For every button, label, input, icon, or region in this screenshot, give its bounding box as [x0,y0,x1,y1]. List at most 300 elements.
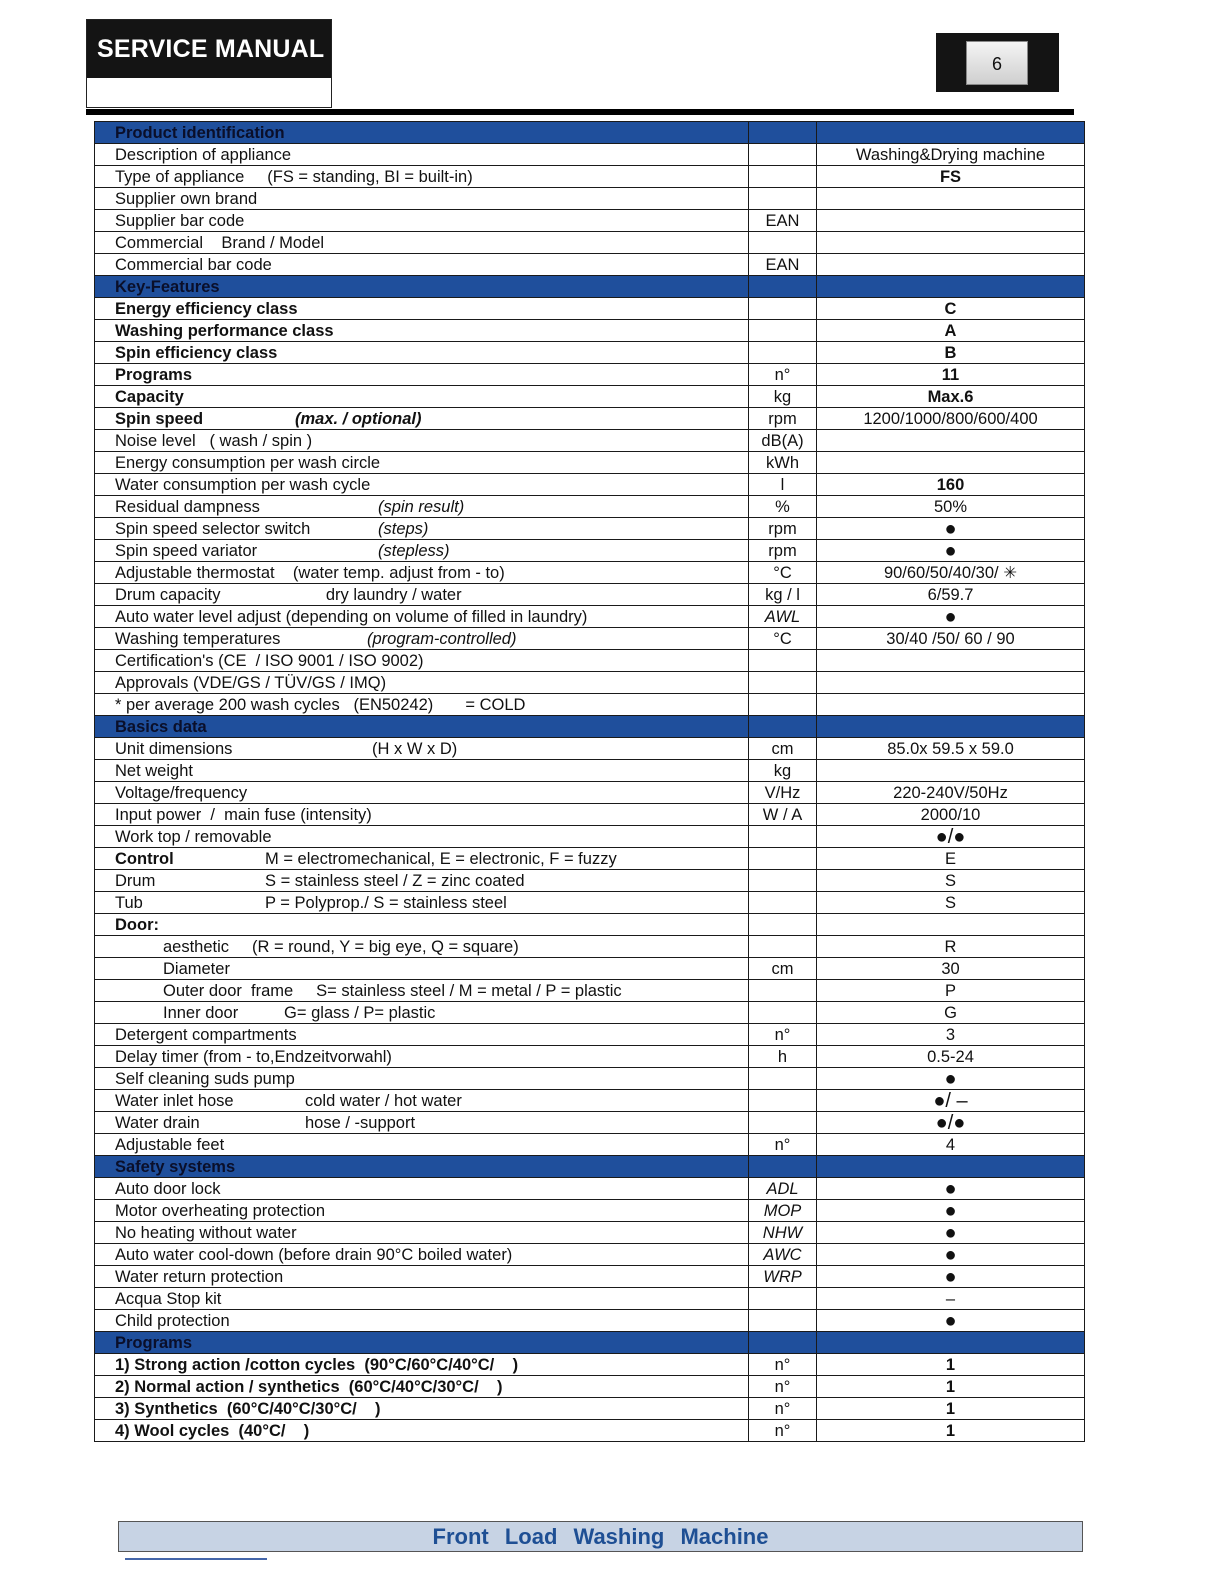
spec-unit: kWh [749,452,817,474]
spec-unit [749,1090,817,1112]
spec-unit [749,892,817,914]
spec-unit [749,232,817,254]
spec-label: Voltage/frequency [115,783,248,802]
spec-label: Unit dimensions [115,739,233,758]
spec-unit: % [749,496,817,518]
spec-label: Water inlet hose [115,1091,234,1110]
spec-value [817,1332,1085,1354]
spec-unit: dB(A) [749,430,817,452]
spec-label: Control [115,849,174,868]
spec-row [95,254,1085,276]
spec-label: Water return protection [115,1267,284,1286]
section-title [95,276,749,298]
spec-label-cell [95,496,749,518]
spec-table-body [95,122,1085,1442]
spec-row [95,408,1085,430]
spec-row [95,1310,1085,1332]
spec-value [817,650,1085,672]
spec-label: 1) Strong action /cotton cycles (90°C/60°C/40°C/ ) [115,1355,519,1374]
spec-label-cell [95,936,749,958]
spec-row [95,1200,1085,1222]
spec-label: Inner door G= glass / P= plastic [163,1003,436,1022]
spec-label: Detergent compartments [115,1025,297,1044]
spec-value: ● [817,1310,1085,1332]
spec-label-cell [95,144,749,166]
spec-label: Tub [115,893,143,912]
spec-value [817,452,1085,474]
spec-row [95,958,1085,980]
spec-value [817,188,1085,210]
spec-value: 90/60/50/40/30/ ✳ [817,562,1085,584]
footer-underline [125,1558,267,1560]
spec-value: 50% [817,496,1085,518]
spec-value: E [817,848,1085,870]
spec-label: 4) Wool cycles (40°C/ ) [115,1421,310,1440]
spec-row [95,584,1085,606]
spec-label: Input power / main fuse (intensity) [115,805,372,824]
spec-label: Commercial bar code [115,255,272,274]
spec-unit [749,870,817,892]
spec-unit: n° [749,1376,817,1398]
spec-unit [749,1310,817,1332]
section-row [95,122,1085,144]
spec-row [95,848,1085,870]
spec-label-cell [95,1024,749,1046]
spec-unit: kg [749,760,817,782]
spec-label: Programs [115,365,193,384]
spec-note: (max. / optional) [295,410,422,428]
section-row [95,1156,1085,1178]
spec-label: * per average 200 wash cycles (EN50242) = COLD [115,695,526,714]
spec-label-cell [95,320,749,342]
spec-unit: n° [749,364,817,386]
spec-note: S = stainless steel / Z = zinc coated [265,872,525,890]
spec-unit [749,144,817,166]
spec-row [95,694,1085,716]
spec-unit: MOP [749,1200,817,1222]
spec-row [95,1398,1085,1420]
spec-row [95,518,1085,540]
spec-row [95,1288,1085,1310]
spec-row [95,782,1085,804]
spec-value: 4 [817,1134,1085,1156]
spec-label: Acqua Stop kit [115,1289,222,1308]
spec-label-cell [95,694,749,716]
spec-value: 3 [817,1024,1085,1046]
spec-label-cell [95,672,749,694]
section-row [95,276,1085,298]
spec-unit [749,1288,817,1310]
spec-value: G [817,1002,1085,1024]
spec-note: hose / -support [305,1114,416,1132]
spec-label: Water consumption per wash cycle [115,475,371,494]
spec-row [95,1090,1085,1112]
spec-label-cell [95,1222,749,1244]
spec-unit: W / A [749,804,817,826]
header-rule [86,109,1074,115]
spec-label: Type of appliance (FS = standing, BI = built-in) [115,167,473,186]
spec-label: Spin speed variator [115,541,258,560]
spec-row [95,738,1085,760]
spec-row [95,1376,1085,1398]
spec-unit [749,1068,817,1090]
spec-label-cell [95,1068,749,1090]
spec-value: S [817,870,1085,892]
spec-row [95,1112,1085,1134]
spec-label: Adjustable feet [115,1135,225,1154]
spec-row [95,496,1085,518]
spec-value [817,716,1085,738]
spec-row [95,870,1085,892]
spec-row [95,364,1085,386]
spec-value [817,672,1085,694]
spec-note: (stepless) [378,542,450,560]
spec-value: P [817,980,1085,1002]
spec-value [817,254,1085,276]
spec-label: Drum capacity dry laundry / water [115,585,462,604]
spec-value: 85.0x 59.5 x 59.0 [817,738,1085,760]
spec-label: 3) Synthetics (60°C/40°C/30°C/ ) [115,1399,381,1418]
spec-value: 30 [817,958,1085,980]
page-number-box [936,33,1059,92]
footer-banner: Front Load Washing Machine [118,1521,1083,1552]
spec-note: (program-controlled) [367,630,517,648]
spec-unit: n° [749,1420,817,1442]
spec-unit: kg [749,386,817,408]
spec-label-cell [95,1112,749,1134]
spec-row [95,980,1085,1002]
spec-value: ● [817,1200,1085,1222]
spec-row [95,892,1085,914]
spec-value: 30/40 /50/ 60 / 90 [817,628,1085,650]
spec-label-cell [95,1134,749,1156]
spec-label: Washing performance class [115,321,334,340]
spec-table [94,121,1085,1442]
spec-unit: °C [749,628,817,650]
spec-label-cell [95,1398,749,1420]
spec-unit: EAN [749,254,817,276]
spec-unit [749,826,817,848]
spec-value: – [817,1288,1085,1310]
spec-value: Max.6 [817,386,1085,408]
spec-value: ● [817,518,1085,540]
spec-label-cell [95,804,749,826]
spec-unit [749,1112,817,1134]
spec-row [95,1178,1085,1200]
spec-value: ● [817,1266,1085,1288]
spec-unit [749,342,817,364]
spec-unit [749,320,817,342]
spec-unit: rpm [749,518,817,540]
spec-value [817,122,1085,144]
spec-row [95,914,1085,936]
spec-row [95,1244,1085,1266]
spec-label: Outer door frame S= stainless steel / M = metal / P = plastic [163,981,622,1000]
spec-row [95,1222,1085,1244]
spec-row [95,188,1085,210]
spec-value [817,694,1085,716]
spec-label: Spin efficiency class [115,343,278,362]
spec-value: ● [817,1222,1085,1244]
manual-title: SERVICE MANUAL [87,20,331,78]
spec-label: Residual dampness [115,497,260,516]
section-title [95,716,749,738]
spec-value: 1 [817,1354,1085,1376]
spec-label: Child protection [115,1311,230,1330]
spec-unit: h [749,1046,817,1068]
spec-unit: n° [749,1024,817,1046]
spec-value: ● [817,1244,1085,1266]
spec-label-cell [95,540,749,562]
spec-label-cell [95,826,749,848]
spec-unit [749,650,817,672]
spec-unit: n° [749,1398,817,1420]
spec-label-cell [95,408,749,430]
spec-label-cell [95,188,749,210]
spec-row [95,650,1085,672]
spec-label: Washing temperatures [115,629,281,648]
spec-label-cell [95,606,749,628]
spec-unit: rpm [749,408,817,430]
spec-unit: AWL [749,606,817,628]
spec-label-cell [95,1046,749,1068]
spec-label: Water drain [115,1113,200,1132]
spec-label-cell [95,342,749,364]
spec-value: 220-240V/50Hz [817,782,1085,804]
section-label: Key-Features [115,277,220,296]
spec-row [95,1354,1085,1376]
spec-label: Work top / removable [115,827,272,846]
spec-label: Description of appliance [115,145,292,164]
spec-unit: rpm [749,540,817,562]
spec-unit: kg / l [749,584,817,606]
header-title-box [86,19,332,108]
spec-value: ● [817,606,1085,628]
spec-unit [749,122,817,144]
spec-label: Auto door lock [115,1179,221,1198]
spec-label: Door: [115,915,159,934]
spec-row [95,804,1085,826]
spec-label-cell [95,914,749,936]
spec-value: C [817,298,1085,320]
spec-unit [749,298,817,320]
spec-label: 2) Normal action / synthetics (60°C/40°C/30°C/ ) [115,1377,503,1396]
spec-row [95,166,1085,188]
spec-value [817,210,1085,232]
spec-value: 1 [817,1420,1085,1442]
spec-row [95,936,1085,958]
spec-unit: V/Hz [749,782,817,804]
spec-value: FS [817,166,1085,188]
spec-label-cell [95,1310,749,1332]
spec-unit [749,1332,817,1354]
spec-label-cell [95,1266,749,1288]
spec-label-cell [95,386,749,408]
spec-label-cell [95,364,749,386]
spec-label-cell [95,782,749,804]
spec-label-cell [95,1200,749,1222]
spec-label-cell [95,254,749,276]
spec-unit: ADL [749,1178,817,1200]
spec-row [95,562,1085,584]
spec-label: Approvals (VDE/GS / TÜV/GS / IMQ) [115,673,387,692]
spec-value: 0.5-24 [817,1046,1085,1068]
spec-unit [749,848,817,870]
section-title [95,122,749,144]
spec-label: Spin speed selector switch [115,519,311,538]
spec-label-cell [95,958,749,980]
spec-value: R [817,936,1085,958]
spec-row [95,144,1085,166]
spec-value: Washing&Drying machine [817,144,1085,166]
spec-value: A [817,320,1085,342]
spec-value: 2000/10 [817,804,1085,826]
spec-label-cell [95,1002,749,1024]
spec-label-cell [95,1244,749,1266]
spec-unit: cm [749,738,817,760]
spec-label-cell [95,1090,749,1112]
spec-unit: AWC [749,1244,817,1266]
spec-note: M = electromechanical, E = electronic, F = fuzzy [265,850,617,868]
spec-row [95,210,1085,232]
spec-row [95,606,1085,628]
spec-row [95,298,1085,320]
spec-label: Motor overheating protection [115,1201,326,1220]
spec-row [95,452,1085,474]
page-number: 6 [966,41,1028,85]
spec-row [95,1266,1085,1288]
section-label: Basics data [115,717,207,736]
spec-label-cell [95,298,749,320]
spec-row [95,430,1085,452]
spec-label-cell [95,474,749,496]
spec-unit [749,914,817,936]
spec-label-cell [95,210,749,232]
spec-row [95,386,1085,408]
spec-label-cell [95,650,749,672]
spec-unit: n° [749,1134,817,1156]
spec-row [95,1134,1085,1156]
spec-row [95,1002,1085,1024]
spec-label: Supplier bar code [115,211,245,230]
spec-value [817,232,1085,254]
spec-label-cell [95,760,749,782]
spec-row [95,320,1085,342]
section-label: Programs [115,1333,193,1352]
spec-label: Energy consumption per wash circle [115,453,381,472]
spec-row [95,1024,1085,1046]
spec-row [95,760,1085,782]
section-title [95,1156,749,1178]
spec-value: 11 [817,364,1085,386]
spec-label-cell [95,562,749,584]
spec-note: (spin result) [378,498,465,516]
spec-unit [749,188,817,210]
spec-unit [749,716,817,738]
spec-label: Spin speed [115,409,204,428]
spec-label: Commercial Brand / Model [115,233,325,252]
spec-unit [749,980,817,1002]
section-row [95,716,1085,738]
spec-note: P = Polyprop./ S = stainless steel [265,894,507,912]
spec-row [95,1046,1085,1068]
spec-label: Net weight [115,761,193,780]
spec-unit [749,276,817,298]
spec-label: aesthetic (R = round, Y = big eye, Q = square) [163,937,519,956]
spec-label-cell [95,1178,749,1200]
spec-row [95,540,1085,562]
spec-value [817,276,1085,298]
spec-label-cell [95,584,749,606]
spec-row [95,672,1085,694]
spec-label-cell [95,1376,749,1398]
spec-label-cell [95,166,749,188]
spec-note: cold water / hot water [305,1092,462,1110]
spec-label: Capacity [115,387,184,406]
spec-label-cell [95,518,749,540]
spec-unit [749,166,817,188]
spec-unit [749,672,817,694]
spec-label-cell [95,892,749,914]
spec-row [95,342,1085,364]
spec-label: Diameter [163,959,230,978]
spec-label-cell [95,1420,749,1442]
section-row [95,1332,1085,1354]
spec-unit: cm [749,958,817,980]
spec-value: 6/59.7 [817,584,1085,606]
spec-unit: NHW [749,1222,817,1244]
spec-row [95,1420,1085,1442]
spec-label: Self cleaning suds pump [115,1069,295,1088]
spec-note: (steps) [378,520,429,538]
spec-label-cell [95,452,749,474]
spec-unit: EAN [749,210,817,232]
spec-row [95,826,1085,848]
spec-unit [749,694,817,716]
spec-label: Drum [115,871,156,890]
spec-value: 1 [817,1376,1085,1398]
spec-value: 160 [817,474,1085,496]
spec-row [95,1068,1085,1090]
section-label: Safety systems [115,1157,236,1176]
spec-label-cell [95,1288,749,1310]
spec-label-cell [95,1354,749,1376]
spec-label: Delay timer (from - to,Endzeitvorwahl) [115,1047,392,1066]
spec-label: No heating without water [115,1223,297,1242]
spec-label: Auto water level adjust (depending on volume of filled in laundry) [115,607,588,626]
section-title [95,1332,749,1354]
spec-value: S [817,892,1085,914]
spec-value [817,430,1085,452]
spec-unit: WRP [749,1266,817,1288]
spec-value [817,1156,1085,1178]
spec-label-cell [95,430,749,452]
spec-note: (H x W x D) [372,740,458,758]
spec-unit [749,936,817,958]
spec-label: Certification's (CE / ISO 9001 / ISO 9002) [115,651,424,670]
spec-row [95,628,1085,650]
spec-label: Adjustable thermostat (water temp. adjust from - to) [115,563,505,582]
spec-label-cell [95,232,749,254]
spec-row [95,474,1085,496]
spec-unit [749,1002,817,1024]
spec-label: Noise level ( wash / spin ) [115,431,313,450]
spec-label-cell [95,870,749,892]
spec-label-cell [95,980,749,1002]
spec-value: 1200/1000/800/600/400 [817,408,1085,430]
spec-value: ● [817,1068,1085,1090]
spec-value: ●/ – [817,1090,1085,1112]
